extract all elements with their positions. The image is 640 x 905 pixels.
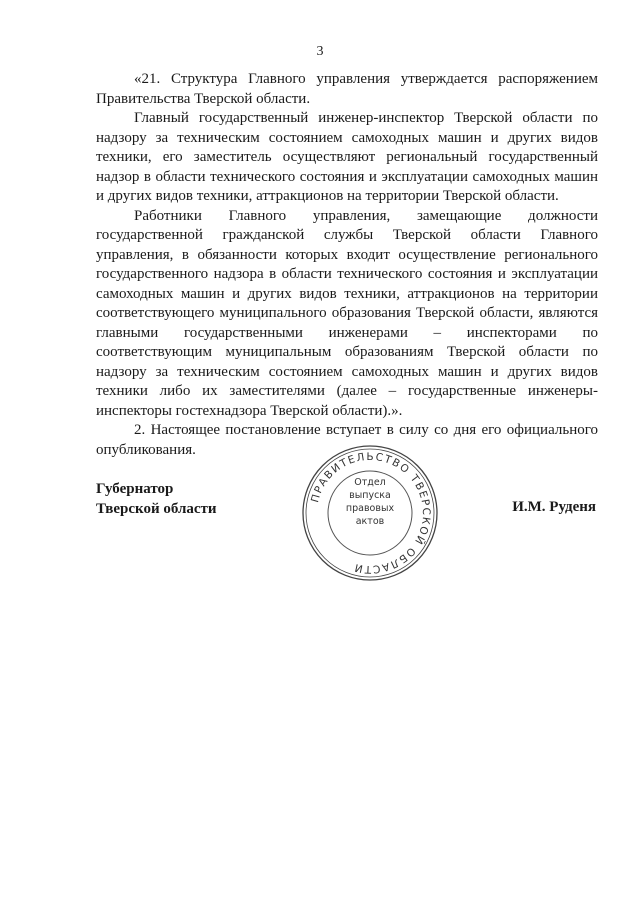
signatory-title (96, 480, 217, 519)
document-body (96, 70, 598, 460)
stamp-center-line: выпуска (349, 490, 391, 501)
signatory-name: И.М. Руденя (512, 499, 596, 515)
paragraph-employees: Работники Главного управления, замещающие должности государственной гражданской службы Тверской области Главного управления, в обязанности которых входит осуществление регионального государственного надзора в области технического состояния и эксплуатации самоходных машин и других видов техники, аттракционов на территории соответствующего муниципального образования Тверской области, являются главными государственными инженерами – инспекторами по соответствующим муниципальным образованиям Тверской области по надзору за техническим состоянием самоходных машин и других видов техники либо их заместителями (далее – государственные инженеры-инспекторы гостехнадзора Тверской области).». (96, 207, 598, 419)
stamp-center-line: правовых (345, 503, 395, 514)
paragraph-structure: «21. Структура Главного управления утверждается распоряжением Правительства Тверской области. (96, 71, 598, 107)
stamp-center-line: актов (355, 516, 385, 527)
stamp-ring-text: ПРАВИТЕЛЬСТВО ТВЕРСКОЙ ОБЛАСТИ (309, 450, 433, 576)
page-number: 3 (316, 44, 324, 59)
paragraph-effective-date: 2. Настоящее постановление вступает в силу со дня его официального опубликования. (96, 422, 598, 458)
stamp-center-text (300, 476, 440, 528)
paragraph-chief-inspector: Главный государственный инженер-инспектор Тверской области по надзору за техническим состоянием самоходных машин и других видов техники, его заместитель осуществляют региональный государственный надзор в области технического состояния и эксплуатации самоходных машин и других видов техники, аттракционов на территории Тверской области. (96, 110, 598, 204)
signatory-title-line1: Губернатор (96, 481, 174, 497)
stamp-center-line: Отдел (354, 477, 386, 488)
official-stamp (300, 443, 440, 583)
signatory-title-line2: Тверской области (96, 500, 217, 517)
